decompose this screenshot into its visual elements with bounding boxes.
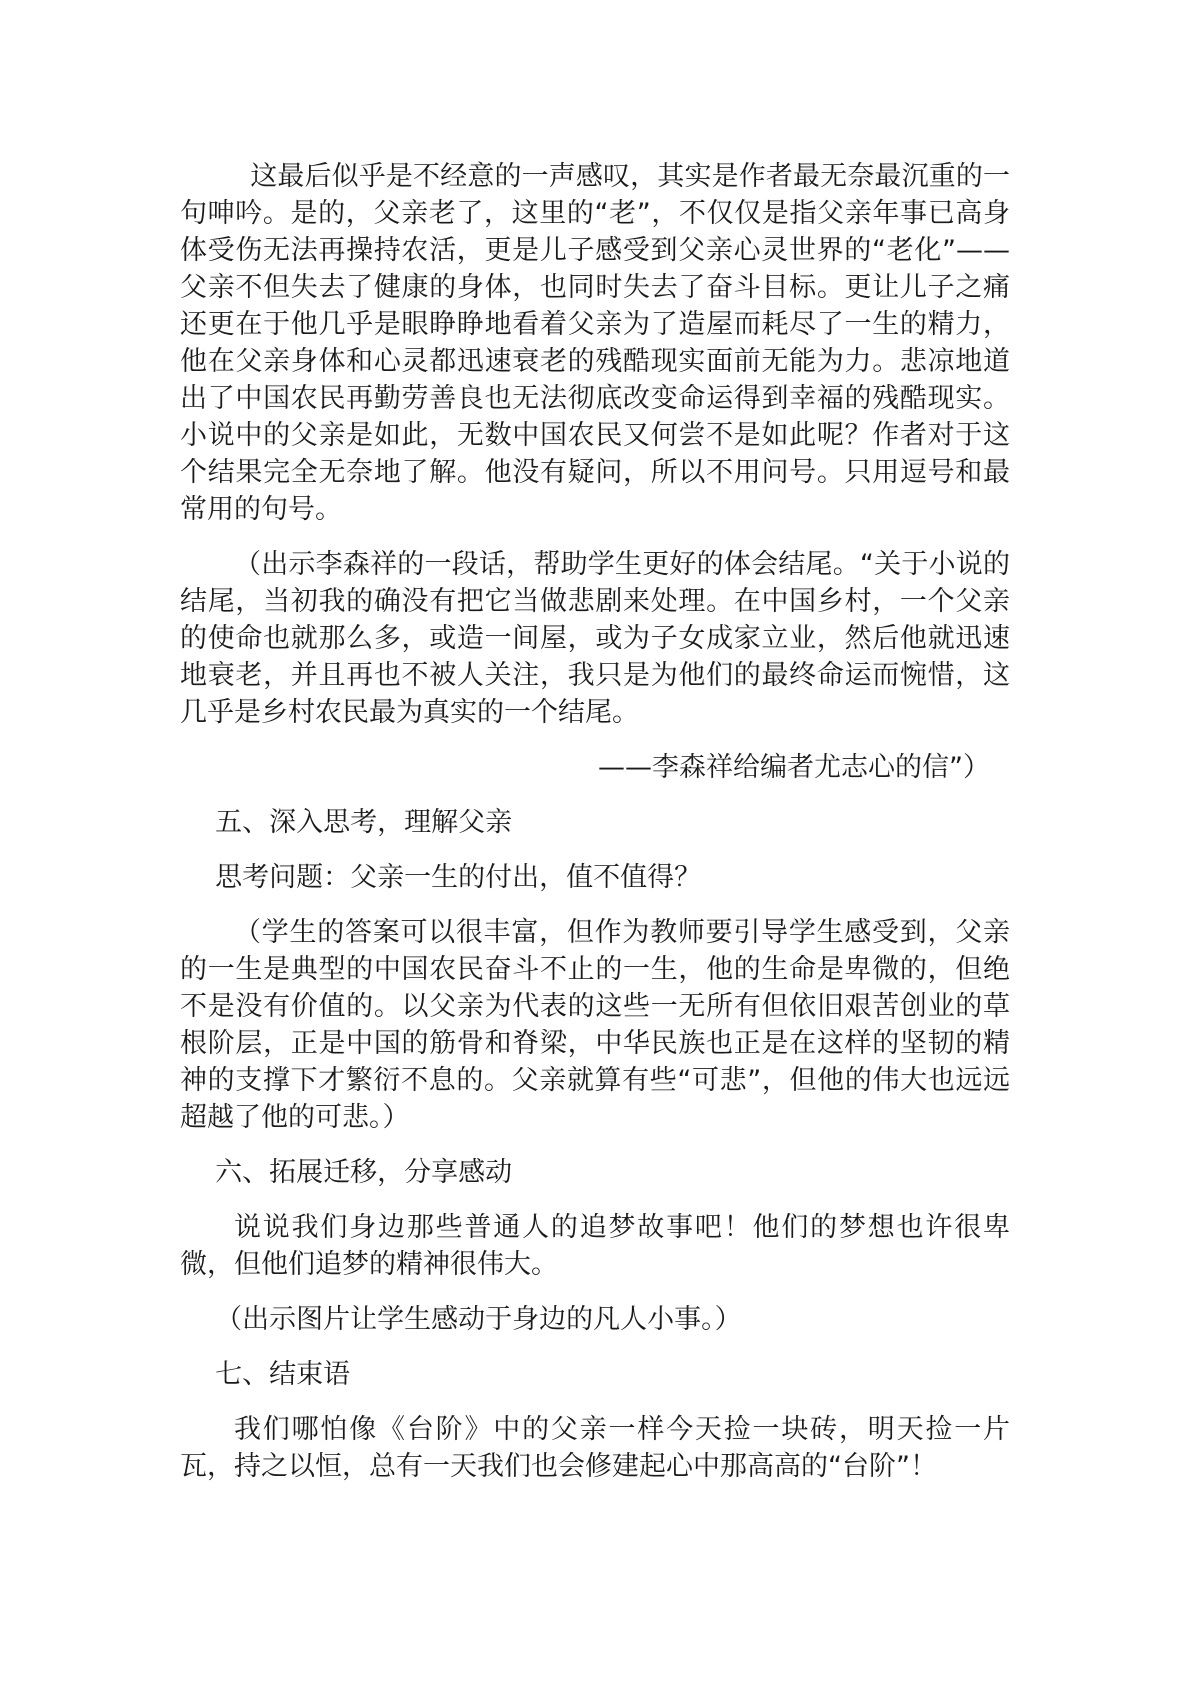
section-heading-5: 五、深入思考，理解父亲 (215, 807, 513, 838)
paragraph-extension: 说说我们身边那些普通人的追梦故事吧！他们的梦想也许很卑微，但他们追梦的精神很伟大。 (180, 1212, 1010, 1280)
section-heading-6: 六、拓展迁移，分享感动 (215, 1157, 513, 1188)
quote-signature: ——李森祥给编者尤志心的信”） (598, 752, 990, 783)
thinking-question: 思考问题：父亲一生的付出，值不值得？ (215, 862, 702, 893)
paragraph-show-pictures: （出示图片让学生感动于身边的凡人小事。） (215, 1304, 742, 1335)
paragraph-ending-analysis: 这最后似乎是不经意的一声感叹，其实是作者最无奈最沉重的一句呻吟。是的，父亲老了，这里的“老”，不仅仅是指父亲年事已高身体受伤无法再操持农活，更是儿子感受到父亲心灵世界的“老化”——父亲不但失去了健康的身体，也同时失去了奋斗目标。更让儿子之痛还更在于他几乎是眼睁睁地看着父亲为了造屋而耗尽了一生的精力，他在父亲身体和心灵都迅速衰老的残酷现实面前无能为力。悲凉地道出了中国农民再勤劳善良也无法彻底改变命运得到幸福的残酷现实。小说中的父亲是如此，无数中国农民又何尝不是如此呢？作者对于这个结果完全无奈地了解。他没有疑问，所以不用问号。只用逗号和最常用的句号。 (180, 161, 1010, 525)
paragraph-author-quote: （出示李森祥的一段话，帮助学生更好的体会结尾。“关于小说的结尾，当初我的确没有把它当做悲剧来处理。在中国乡村，一个父亲的使命也就那么多，或造一间屋，或为子女成家立业，然后他就迅速地衰老，并且再也不被人关注，我只是为他们的最终命运而惋惜，这几乎是乡村农民最为真实的一个结尾。 (180, 549, 1010, 728)
paragraph-teacher-guidance: （学生的答案可以很丰富，但作为教师要引导学生感受到，父亲的一生是典型的中国农民奋斗不止的一生，他的生命是卑微的，但绝不是没有价值的。以父亲为代表的这些一无所有但依旧艰苦创业的草根阶层，正是中国的筋骨和脊梁，中华民族也正是在这样的坚韧的精神的支撑下才繁衍不息的。父亲就算有些“可悲”，但他的伟大也远远超越了他的可悲。） (180, 917, 1010, 1133)
document-page (180, 158, 1010, 1485)
section-heading-7: 七、结束语 (215, 1359, 351, 1390)
paragraph-closing: 我们哪怕像《台阶》中的父亲一样今天捡一块砖，明天捡一片瓦，持之以恒，总有一天我们也会修建起心中那高高的“台阶”！ (180, 1414, 1010, 1482)
